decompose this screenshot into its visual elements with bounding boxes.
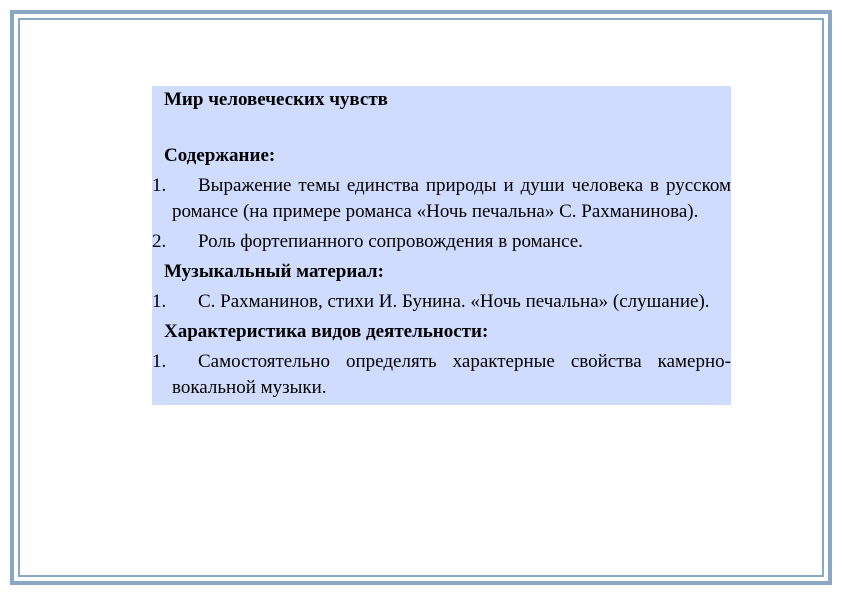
- music-heading: Музыкальный материал:: [152, 259, 731, 285]
- list-number: 2.: [152, 231, 167, 252]
- list-item-text: С. Рахманинов, стихи И. Бунина. «Ночь печальна» (слушание).: [198, 291, 710, 312]
- list-item: [152, 289, 731, 315]
- spacer: [152, 401, 731, 405]
- list-number: 1.: [152, 175, 167, 196]
- list-item-text: Выражение темы единства природы и души человека в русском романсе (на примере романса «Ночь печальна» С. Рахманинова).: [172, 175, 731, 222]
- page-title: Мир человеческих чувств: [152, 86, 731, 113]
- list-item: [152, 173, 731, 225]
- list-item: [152, 229, 731, 255]
- content-heading: Содержание:: [152, 143, 731, 169]
- list-number: 1.: [152, 291, 167, 312]
- spacer: [152, 113, 731, 143]
- list-item-text: Самостоятельно определять характерные свойства камерно-вокальной музыки.: [172, 351, 731, 398]
- activity-heading: Характеристика видов деятельности:: [152, 319, 731, 345]
- list-item: [152, 349, 731, 401]
- slide-content: [152, 86, 731, 405]
- list-item-text: Роль фортепианного сопровождения в романсе.: [198, 231, 583, 252]
- list-number: 1.: [152, 351, 167, 372]
